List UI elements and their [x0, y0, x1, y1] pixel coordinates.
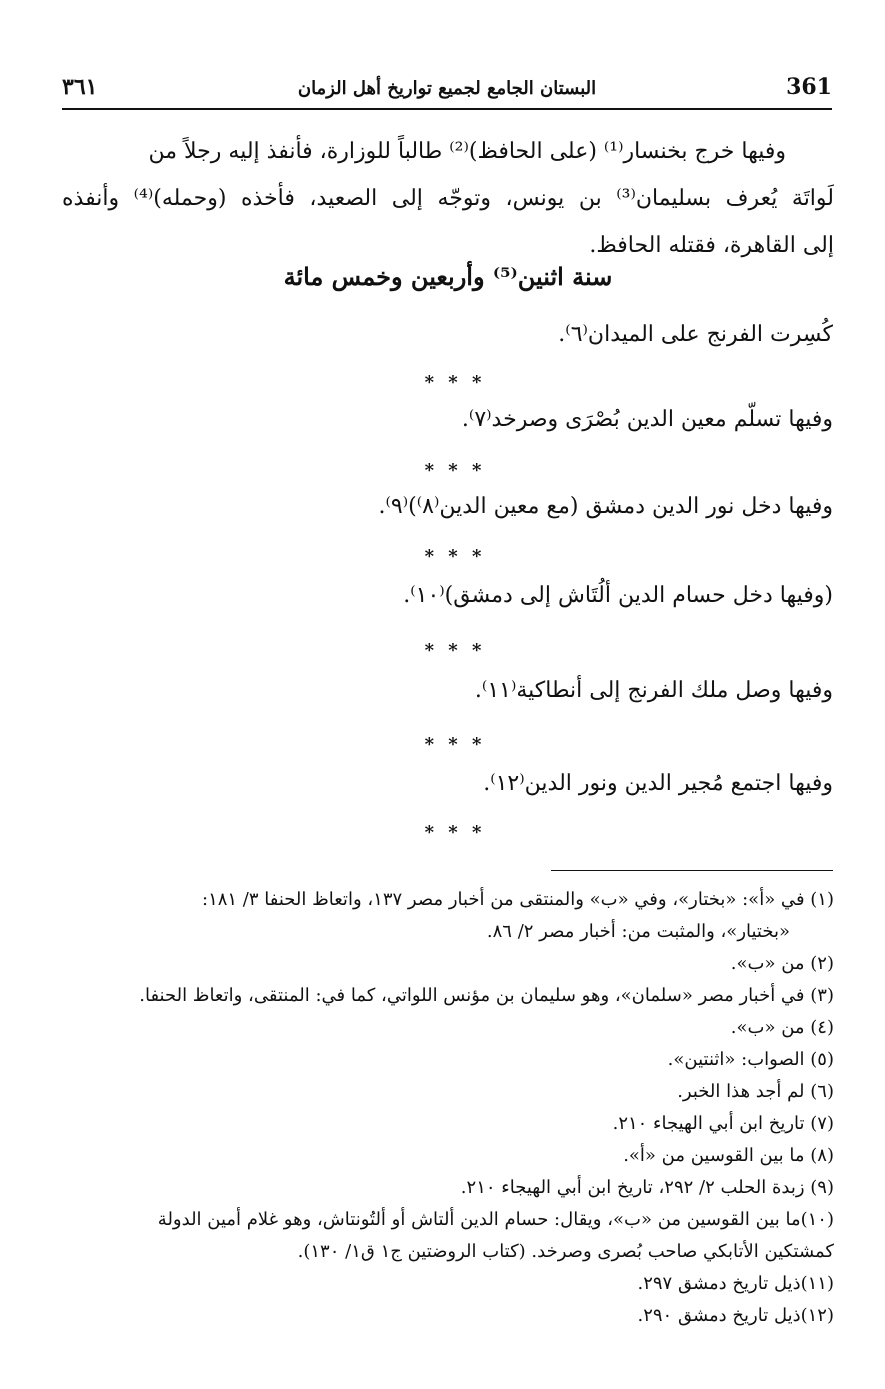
page-number-latin: 361: [786, 74, 832, 100]
separator-stars: * * *: [424, 372, 486, 393]
header-rule: [62, 108, 832, 110]
entry-line: كُسِرت الفرنج على الميدان⁽٦⁾.: [558, 322, 833, 347]
footnote: (٢) من «ب».: [730, 953, 834, 974]
intro-paragraph: [62, 128, 834, 269]
intro-line: إلى القاهرة، فقتله الحافظ.: [589, 233, 834, 258]
footnote: (٥) الصواب: «اثنتين».: [667, 1049, 834, 1070]
separator-stars: * * *: [424, 546, 486, 567]
footnote: (٩) زبدة الحلب ٢/ ٢٩٢، تاريخ ابن أبي الهيجاء ٢١٠.: [460, 1177, 834, 1198]
entry-line: وفيها اجتمع مُجير الدين ونور الدين⁽١٢⁾.: [483, 771, 833, 796]
page-number-arabic: ٣٦١: [62, 74, 98, 100]
running-title: البستان الجامع لجميع تواريخ أهل الزمان: [297, 78, 597, 99]
footnote: (١) في «أ»: «بختار»، وفي «ب» والمنتقى من أخبار مصر ١٣٧، واتعاظ الحنفا ٣/ ١٨١:: [201, 889, 834, 910]
footnote-continuation: كمشتكين الأتابكي صاحب بُصرى وصرخد. (كتاب الروضتين ج١ ق١/ ١٣٠).: [297, 1241, 834, 1262]
page-header: [62, 72, 832, 104]
footnote-rule: [551, 870, 833, 871]
entry-line: (وفيها دخل حسام الدين ألُتَاش إلى دمشق)⁽١٠⁾.: [403, 583, 833, 608]
intro-line: لَواتَة يُعرف بسليمان⁽³⁾ بن يونس، وتوجّه إلى الصعيد، فأخذه (وحمله)⁽⁴⁾ وأنفذه: [62, 186, 834, 211]
footnote: (١٠)ما بين القوسين من «ب»، ويقال: حسام الدين ألتاش أو ألتُونتاش، وهو غلام أمين الدولة: [157, 1209, 834, 1230]
footnote: (٧) تاريخ ابن أبي الهيجاء ٢١٠.: [612, 1113, 834, 1134]
footnote: (١٢)ذيل تاريخ دمشق ٢٩٠.: [637, 1305, 834, 1326]
entry-line: وفيها وصل ملك الفرنج إلى أنطاكية⁽١١⁾.: [474, 678, 833, 703]
footnotes: [62, 884, 834, 1332]
footnote: (١١)ذيل تاريخ دمشق ٢٩٧.: [637, 1273, 834, 1294]
footnote: (٦) لم أجد هذا الخبر.: [677, 1081, 834, 1102]
footnote-continuation: «بختيار»، والمثبت من: أخبار مصر ٢/ ٨٦.: [486, 921, 790, 942]
separator-stars: * * *: [424, 640, 486, 661]
footnote: (٨) ما بين القوسين من «أ».: [623, 1145, 834, 1166]
separator-stars: * * *: [424, 460, 486, 481]
separator-stars: * * *: [424, 734, 486, 755]
footnote: (٣) في أخبار مصر «سلمان»، وهو سليمان بن مؤنس اللواتي، كما في: المنتقى، واتعاظ الحنفا.: [139, 985, 834, 1006]
year-heading: سنة اثنين⁽⁵⁾ وأربعين وخمس مائة: [283, 262, 613, 291]
entry-line: وفيها دخل نور الدين دمشق (مع معين الدين⁽٨⁾)⁽٩⁾.: [378, 494, 833, 519]
footnote: (٤) من «ب».: [730, 1017, 834, 1038]
entry-line: وفيها تسلّم معين الدين بُصْرَى وصرخد⁽٧⁾.: [461, 407, 833, 432]
separator-stars: * * *: [424, 822, 486, 843]
intro-line: وفيها خرج بخنسار⁽¹⁾ (على الحافظ)⁽²⁾ طالباً للوزارة، فأنفذ إليه رجلاً من: [148, 139, 786, 164]
